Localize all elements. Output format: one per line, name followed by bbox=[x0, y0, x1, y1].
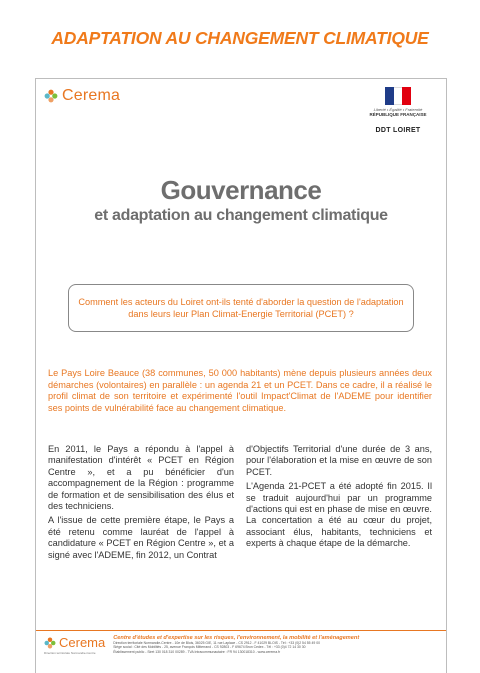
cerema-logo bbox=[44, 87, 120, 105]
body-paragraph: En 2011, le Pays a répondu à l'appel à manifestation d'intérêt « PCET en Région Centre », et a pu bénéficier d'un accompagnement de la Région : programme de formation et de sensibilisation des élus et des techniciens. bbox=[48, 444, 234, 512]
prefecture-motto: Liberté • Égalité • Fraternité bbox=[373, 107, 423, 112]
intro-paragraph: Le Pays Loire Beauce (38 communes, 50 000 habitants) mène depuis plusieurs années deux démarches (volontaires) en parallèle : un agenda 21 et un PCET. Dans ce cadre, il a réalisé le profil climat de son territoire et expérimenté l'outil Impact'Climat de l'ADEME pour identifier ses points de vulnérabilité face au changement climatique. bbox=[48, 368, 432, 413]
body-column-right bbox=[246, 444, 432, 564]
cerema-flower-icon bbox=[44, 637, 56, 649]
body-paragraph: d'Objectifs Territorial d'une durée de 3 ans, pour l'élaboration et la mise en œuvre de son PCET. bbox=[246, 444, 432, 477]
document-title: Gouvernance bbox=[160, 175, 322, 205]
footer-tagline: Direction territoriale Normandie-Centre bbox=[44, 651, 96, 655]
footer-legal: Établissement public - Siret 130 018 310 00289 - TVA Intracommunautaire : FR 94 130018310 - www.cerema.fr bbox=[113, 649, 281, 654]
footer bbox=[44, 635, 438, 669]
ddt-label: DDT LOIRET bbox=[375, 127, 421, 134]
body-paragraph: A l'issue de cette première étape, le Pays a été retenu comme lauréat de l'appel à candidature « PCET en Région Centre », et a signé avec l'ADEME, fin 2012, un Contrat bbox=[48, 515, 234, 560]
footer-wordmark: Cerema bbox=[59, 635, 106, 650]
header-title: ADAPTATION AU CHANGEMENT CLIMATIQUE bbox=[51, 28, 429, 48]
footer-address: Direction territoriale Normandie-Centre - 10e de Blois, 36025 GIE, 11 rue Laplace - CS 2912 - F 41029 BLOIS - Tél : +33 (0)2 54 55 49 00 bbox=[113, 641, 320, 645]
question-text: Comment les acteurs du Loiret ont-ils tenté d'aborder la question de l'adaptation dans leurs leur Plan Climat-Energie Territorial (PCET) ? bbox=[78, 297, 404, 319]
cerema-flower-icon bbox=[44, 89, 58, 103]
footer-headquarters: Siège social : Cité des Mobilités - 25, avenue François Mitterrand - CS 92803 - F 69674 Bron Cedex - Tél : +33 (0)4 72 14 30 30 bbox=[113, 645, 306, 650]
prefecture-logo bbox=[366, 87, 430, 134]
footer-headline: Centre d'études et d'expertise sur les risques, l'environnement, la mobilité et l'aménagement bbox=[113, 635, 360, 641]
document-subtitle: et adaptation au changement climatique bbox=[94, 207, 388, 224]
document-page bbox=[35, 78, 447, 673]
body-paragraph: L'Agenda 21-PCET a été adopté fin 2015. Il se traduit aujourd'hui par un programme d'actions qui est en phase de mise en œuvre. La concertation a été au cœur du projet, associant élus, habitants, techniciens et experts à chaque étape de la démarche. bbox=[246, 481, 432, 549]
question-box bbox=[68, 284, 414, 332]
body-columns bbox=[48, 444, 432, 564]
french-flag-icon bbox=[385, 87, 411, 105]
footer-divider bbox=[36, 630, 446, 631]
footer-cerema-logo bbox=[44, 635, 105, 655]
body-column-left bbox=[48, 444, 234, 564]
footer-text bbox=[113, 635, 438, 654]
prefecture-rf: RÉPUBLIQUE FRANÇAISE bbox=[369, 112, 427, 117]
cerema-wordmark: Cerema bbox=[62, 87, 121, 104]
